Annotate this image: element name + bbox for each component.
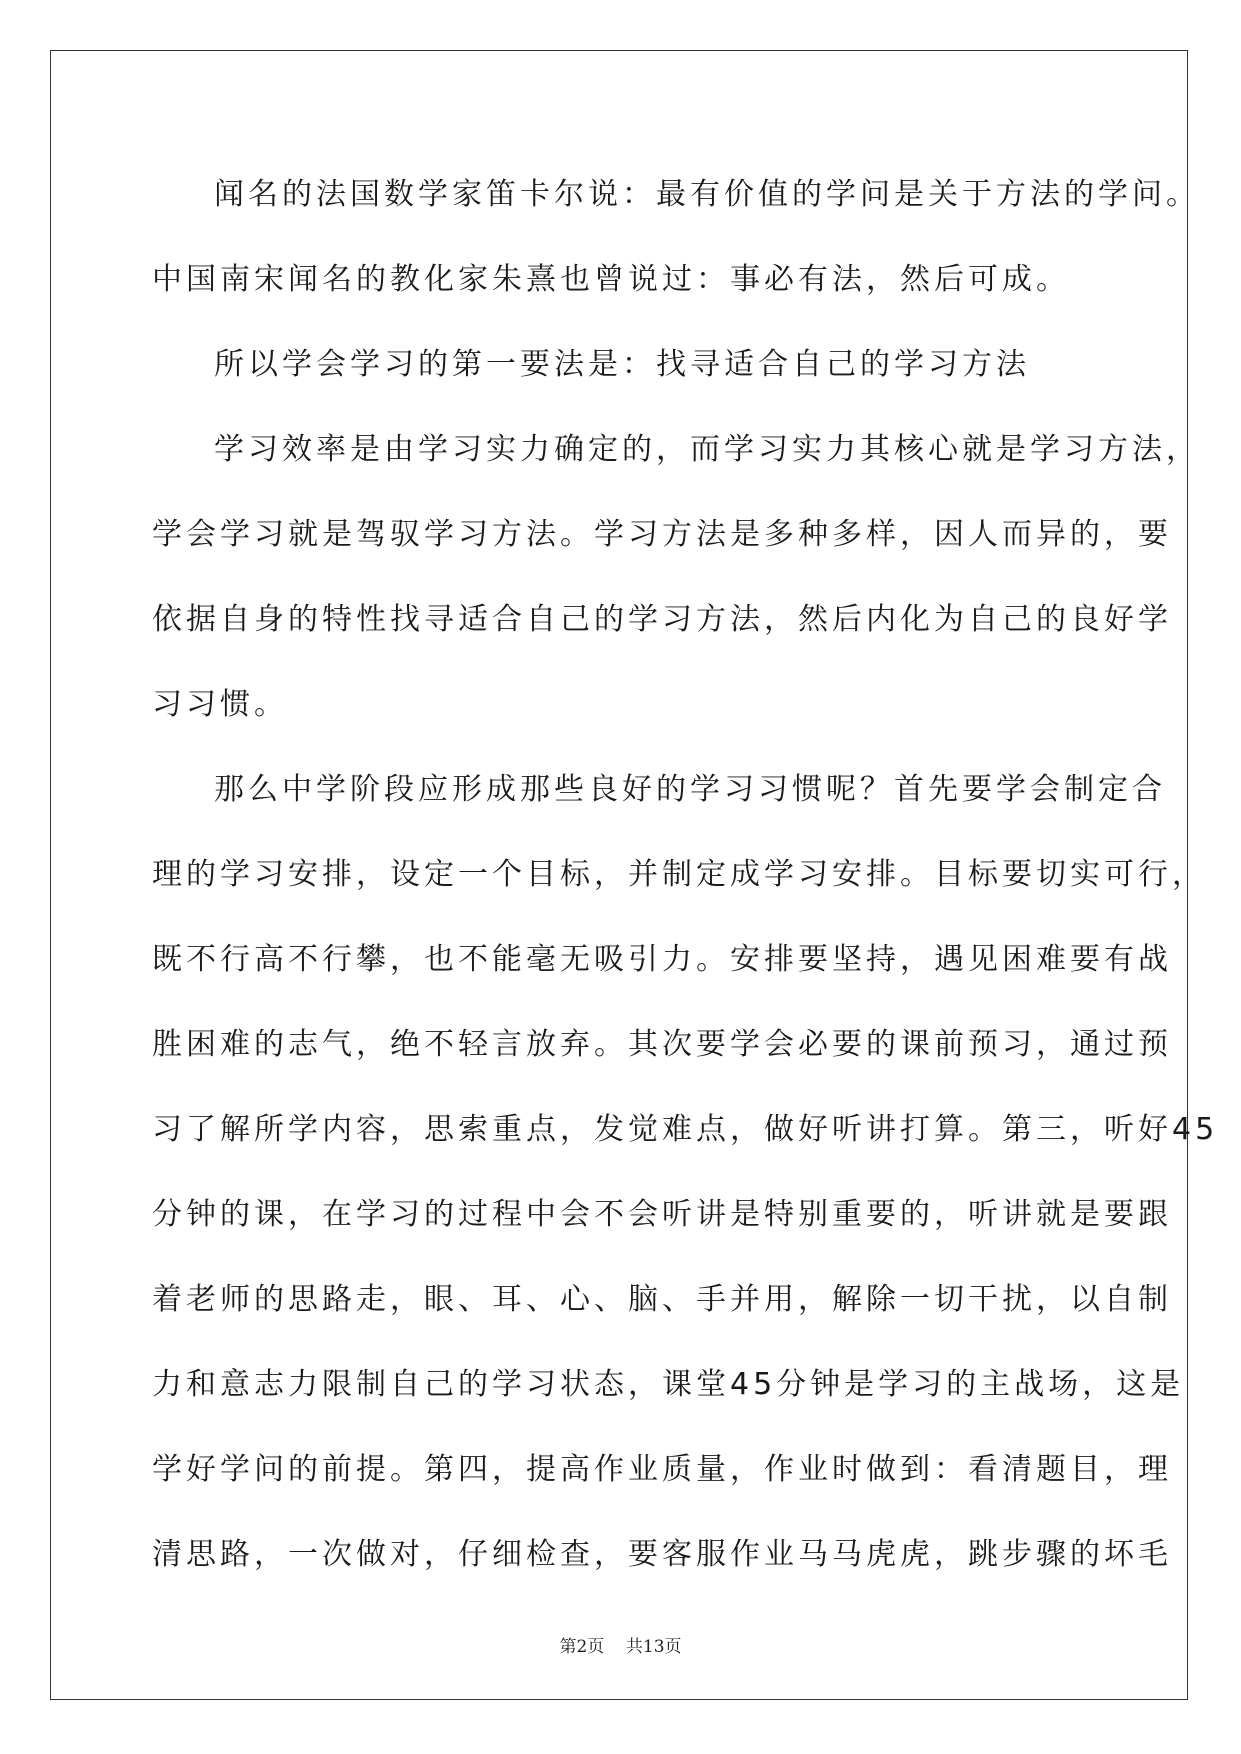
text-line: 学习效率是由学习实力确定的，而学习实力其核心就是学习方法， [214,432,1200,467]
text-line: 中国南宋闻名的教化家朱熹也曾说过：事必有法，然后可成。 [152,262,1070,297]
text-line: 力和意志力限制自己的学习状态，课堂45分钟是学习的主战场，这是 [152,1367,1185,1402]
page-total: 共13页 [625,1637,682,1657]
text-line: 那么中学阶段应形成那些良好的学习习惯呢？首先要学会制定合 [214,772,1166,807]
page-number: 第2页 [559,1637,605,1657]
text-line: 着老师的思路走，眼、耳、心、脑、手并用，解除一切干扰，以自制 [152,1282,1172,1317]
page-footer [0,1632,1241,1657]
text-line: 理的学习安排，设定一个目标，并制定成学习安排。目标要切实可行， [152,857,1206,892]
text-line: 清思路，一次做对，仔细检查，要客服作业马马虎虎，跳步骤的坏毛 [152,1537,1172,1572]
text-line: 习习惯。 [152,687,288,722]
text-line: 既不行高不行攀，也不能毫无吸引力。安排要坚持，遇见困难要有战 [152,942,1172,977]
text-line: 依据自身的特性找寻适合自己的学习方法，然后内化为自己的良好学 [152,602,1172,637]
text-line: 习了解所学内容，思索重点，发觉难点，做好听讲打算。第三，听好45 [152,1112,1219,1147]
document-body [152,152,1219,1597]
text-line: 学好学问的前提。第四，提高作业质量，作业时做到：看清题目，理 [152,1452,1172,1487]
text-line: 学会学习就是驾驭学习方法。学习方法是多种多样，因人而异的，要 [152,517,1172,552]
text-line: 分钟的课，在学习的过程中会不会听讲是特别重要的，听讲就是要跟 [152,1197,1172,1232]
text-line: 胜困难的志气，绝不轻言放弃。其次要学会必要的课前预习，通过预 [152,1027,1172,1062]
text-line: 闻名的法国数学家笛卡尔说：最有价值的学问是关于方法的学问。 [214,177,1200,212]
text-line: 所以学会学习的第一要法是：找寻适合自己的学习方法 [214,347,1030,382]
